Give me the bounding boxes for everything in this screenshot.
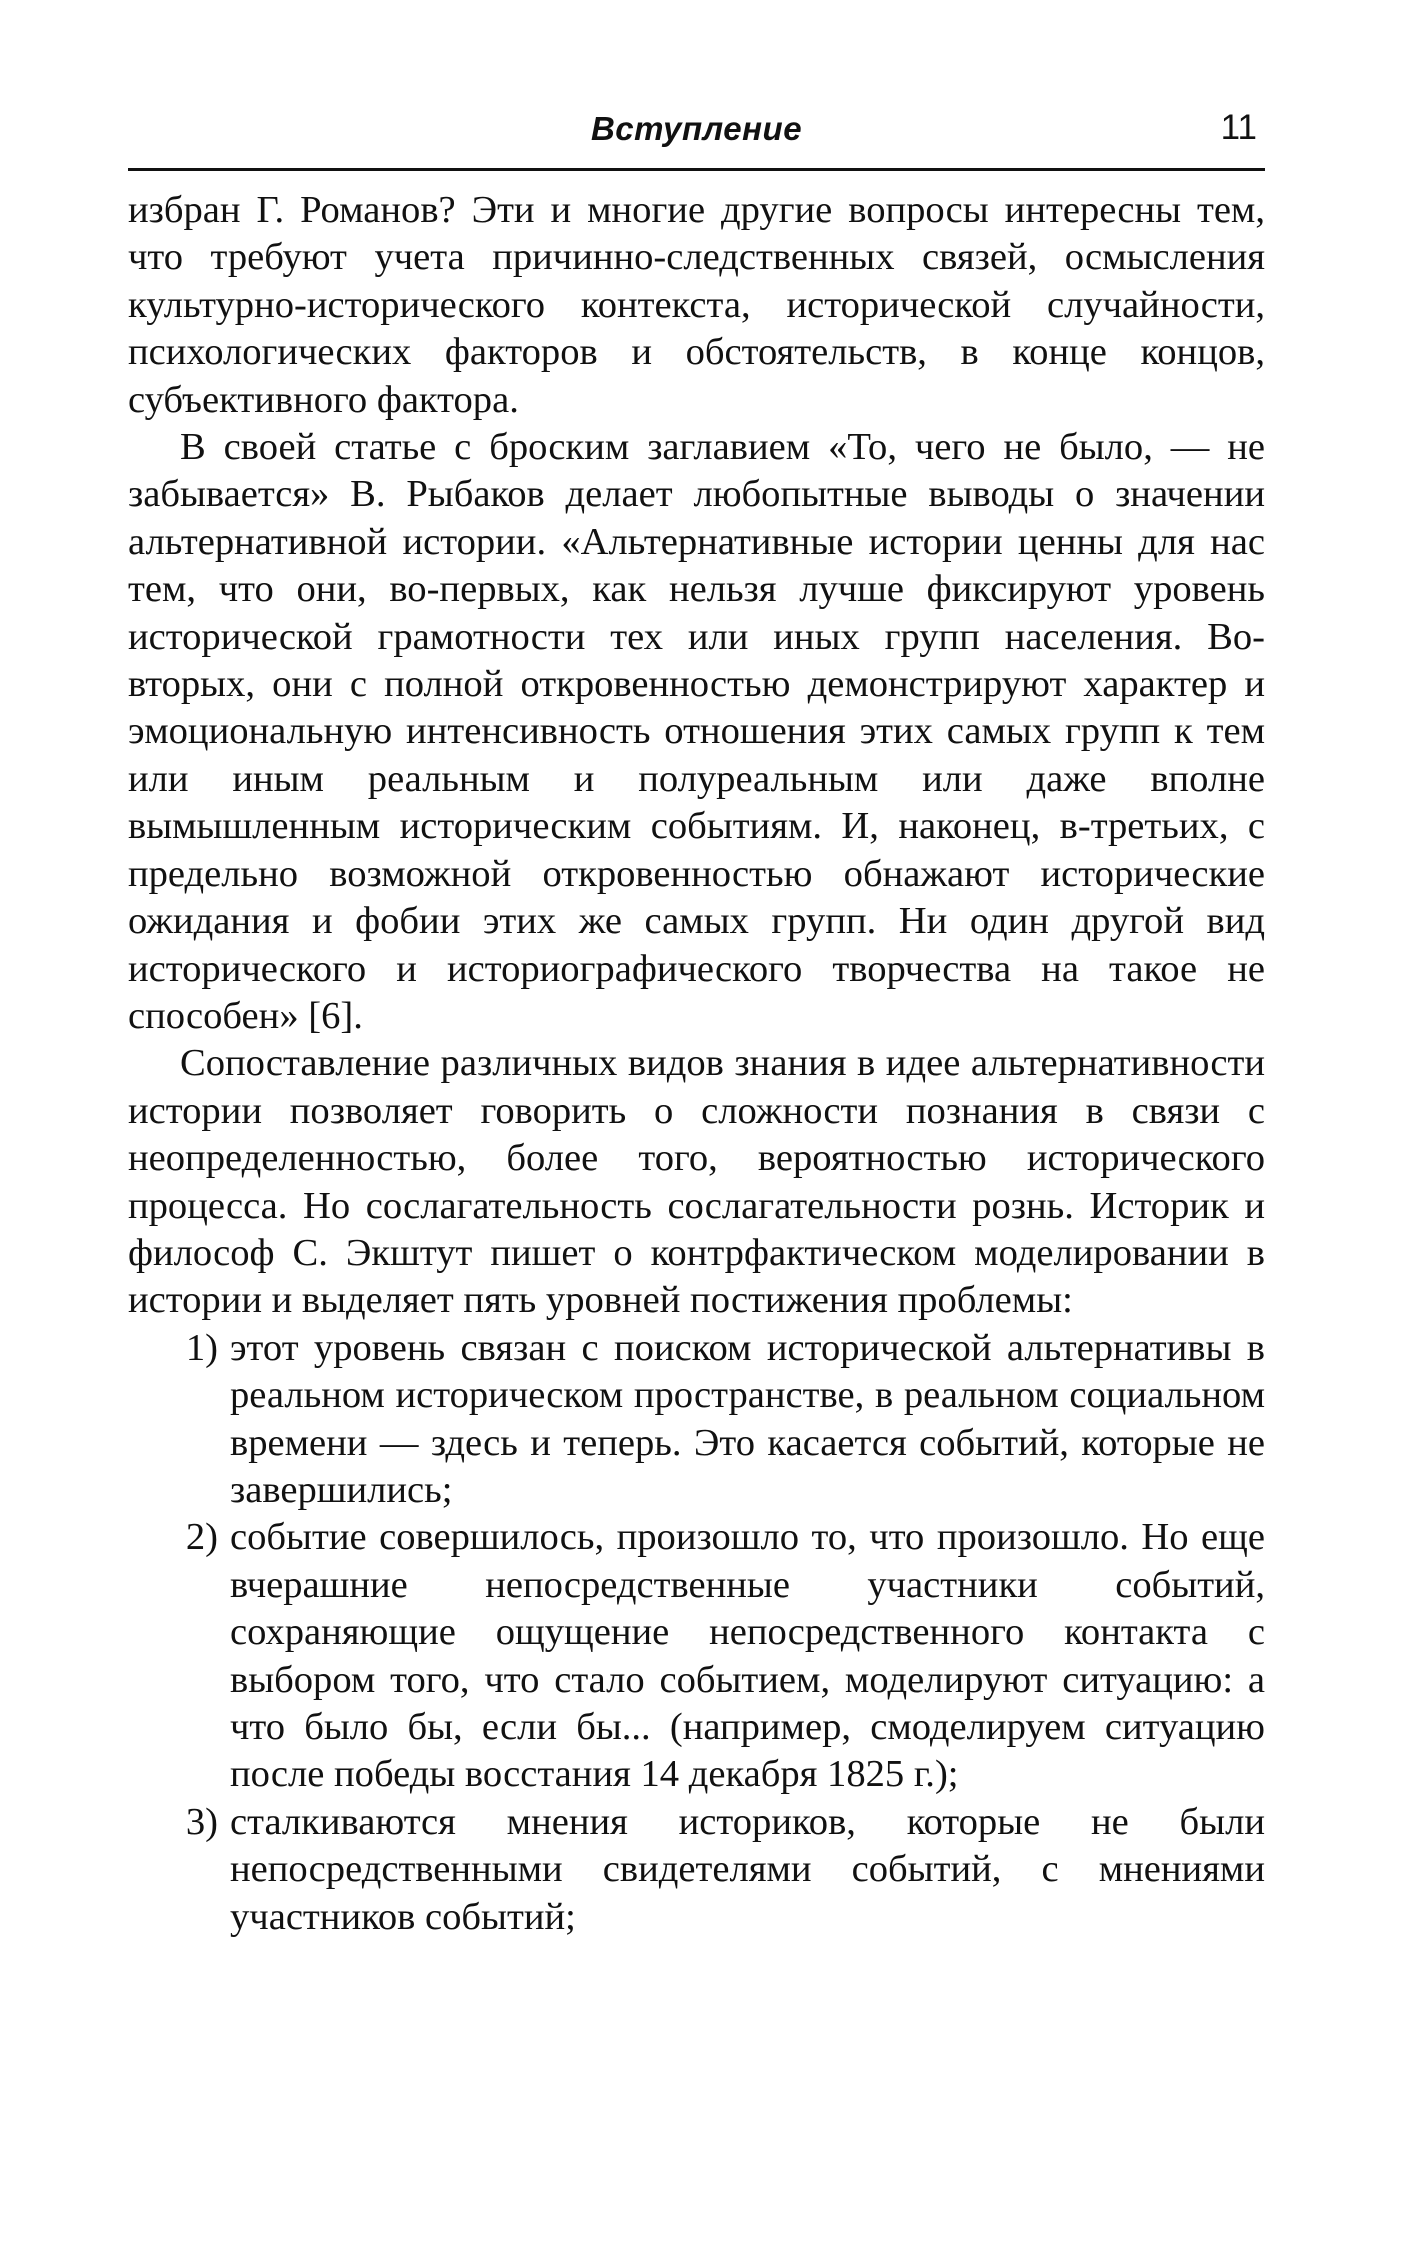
list-item-number: 3) xyxy=(185,1800,218,1843)
list-item xyxy=(128,1799,1265,1941)
book-page xyxy=(128,106,1265,1941)
running-head xyxy=(128,106,1265,171)
list-item-number: 1) xyxy=(185,1326,218,1369)
list-item-text: событие совершилось, произошло то, что произошло. Но еще вчерашние непосредственные участники событий, сохраняющие ощущение непосредственного контакта с выбором того, что стало событием, моделируют ситуацию: а что было бы, если бы... (например, смоделируем ситуацию после победы восстания 14 декабря 1825 г.); xyxy=(230,1516,1265,1796)
levels-list xyxy=(128,1325,1265,1941)
paragraph-continued: избран Г. Романов? Эти и многие другие вопросы интересны тем, что требуют учета причинно-следственных связей, осмысления культурно-исторического контекста, исторической случайности, психологических факторов и обстоятельств, в конце концов, субъективного фактора. xyxy=(128,189,1265,421)
chapter-title: Вступление xyxy=(590,110,803,147)
paragraph-rybakov-quote: В своей статье с броским заглавием «То, чего не было, — не забывается» В. Рыбаков делает любопытные выводы о значении альтернативной истории. «Альтернативные истории ценны для нас тем, что они, во-первых, как нельзя лучше фиксируют уровень исторической грамотности тех или иных групп населения. Во-вторых, они с полной откровенностью демонстрируют характер и эмоциональную интенсивность отношения этих самых групп к тем или иным реальным и полуреальным или даже вполне вымышленным историческим событиям. И, наконец, в-третьих, с предельно возможной откровенностью обнажают исторические ожидания и фобии этих же самых групп. Ни один другой вид исторического и историографического творчества на такое не способен» [6]. xyxy=(128,426,1265,1037)
body-text xyxy=(128,187,1265,1941)
list-item-text: этот уровень связан с поиском исторической альтернативы в реальном историческом пространстве, в реальном социальном времени — здесь и теперь. Это касается событий, которые не завершились; xyxy=(230,1326,1265,1511)
paragraph-ekshtut-intro: Сопоставление различных видов знания в идее альтернативности истории позволяет говорить о сложности познания в связи с неопределенностью, более того, вероятностью исторического процесса. Но сослагательность сослагательности рознь. Историк и философ С. Экштут пишет о контрфактическом моделировании в истории и выделяет пять уровней постижения проблемы: xyxy=(128,1042,1265,1322)
list-item-text: сталкиваются мнения историков, которые не были непосредственными свидетелями событий, с мнениями участников событий; xyxy=(230,1800,1265,1938)
page-number: 11 xyxy=(1220,108,1257,147)
list-item-number: 2) xyxy=(185,1516,218,1559)
list-item xyxy=(128,1325,1265,1515)
list-item xyxy=(128,1514,1265,1798)
